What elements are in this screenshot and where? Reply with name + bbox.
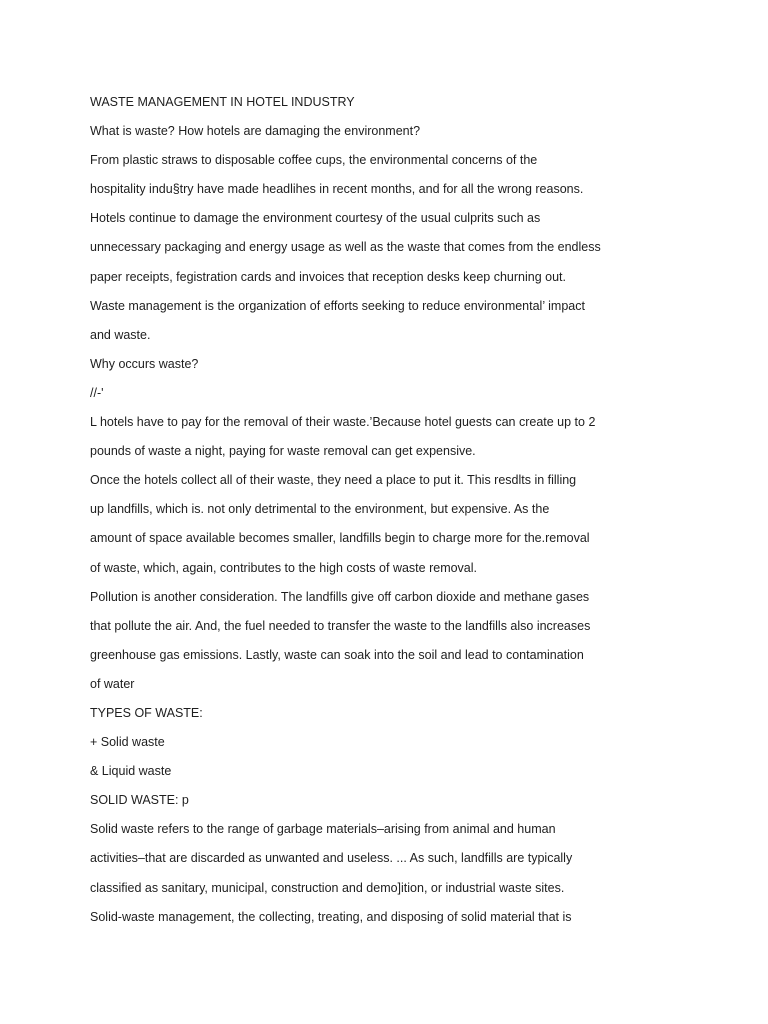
text-line: Pollution is another consideration. The landfills give off carbon dioxide and methane gases	[90, 589, 590, 604]
text-line: From plastic straws to disposable coffee cups, the environmental concerns of the	[90, 153, 538, 168]
text-line: //-'	[90, 385, 104, 400]
text-line: Once the hotels collect all of their waste, they need a place to put it. This resdlts in filling	[90, 473, 577, 488]
text-line: L hotels have to pay for the removal of their waste.’Because hotel guests can create up to 2	[90, 415, 596, 430]
list-item-liquid-waste: & Liquid waste	[90, 764, 172, 779]
text-line: amount of space available becomes smaller, landfills begin to charge more for the.removal	[90, 531, 590, 546]
document-body	[90, 88, 650, 932]
subheading-solid-waste: SOLID WASTE: p	[90, 793, 189, 808]
subheading-types-of-waste: TYPES OF WASTE:	[90, 705, 203, 720]
subheading-why-occurs-waste: Why occurs waste?	[90, 356, 199, 371]
text-line: greenhouse gas emissions. Lastly, waste can soak into the soil and lead to contamination	[90, 647, 584, 662]
text-line: Waste management is the organization of efforts seeking to reduce environmental’ impact	[90, 298, 585, 313]
document-title: WASTE MANAGEMENT IN HOTEL INDUSTRY	[90, 95, 355, 109]
text-line: pounds of waste a night, paying for waste removal can get expensive.	[90, 444, 476, 459]
text-line: and waste.	[90, 327, 151, 342]
text-line: hospitality indu§try have made headlihes in recent months, and for all the wrong reasons.	[90, 182, 584, 197]
text-line: unnecessary packaging and energy usage as well as the waste that comes from the endless	[90, 240, 601, 255]
text-line: that pollute the air. And, the fuel needed to transfer the waste to the landfills also increases	[90, 618, 591, 633]
text-line: Hotels continue to damage the environment courtesy of the usual culprits such as	[90, 211, 541, 226]
text-line: activities–that are discarded as unwanted and useless. ... As such, landfills are typically	[90, 851, 573, 866]
list-item-solid-waste: + Solid waste	[90, 735, 165, 750]
text-line: classified as sanitary, municipal, construction and demo]ition, or industrial waste sites.	[90, 880, 565, 895]
text-line: of waste, which, again, contributes to the high costs of waste removal.	[90, 560, 478, 575]
text-line: paper receipts, fegistration cards and invoices that reception desks keep churning out.	[90, 269, 566, 284]
text-line: Solid waste refers to the range of garbage materials–arising from animal and human	[90, 822, 556, 837]
text-line: Solid-waste management, the collecting, treating, and disposing of solid material that is	[90, 909, 572, 924]
subheading-what-is-waste: What is waste? How hotels are damaging the environment?	[90, 124, 421, 139]
text-line: up landfills, which is. not only detrimental to the environment, but expensive. As the	[90, 502, 550, 517]
text-line: of water	[90, 676, 135, 691]
